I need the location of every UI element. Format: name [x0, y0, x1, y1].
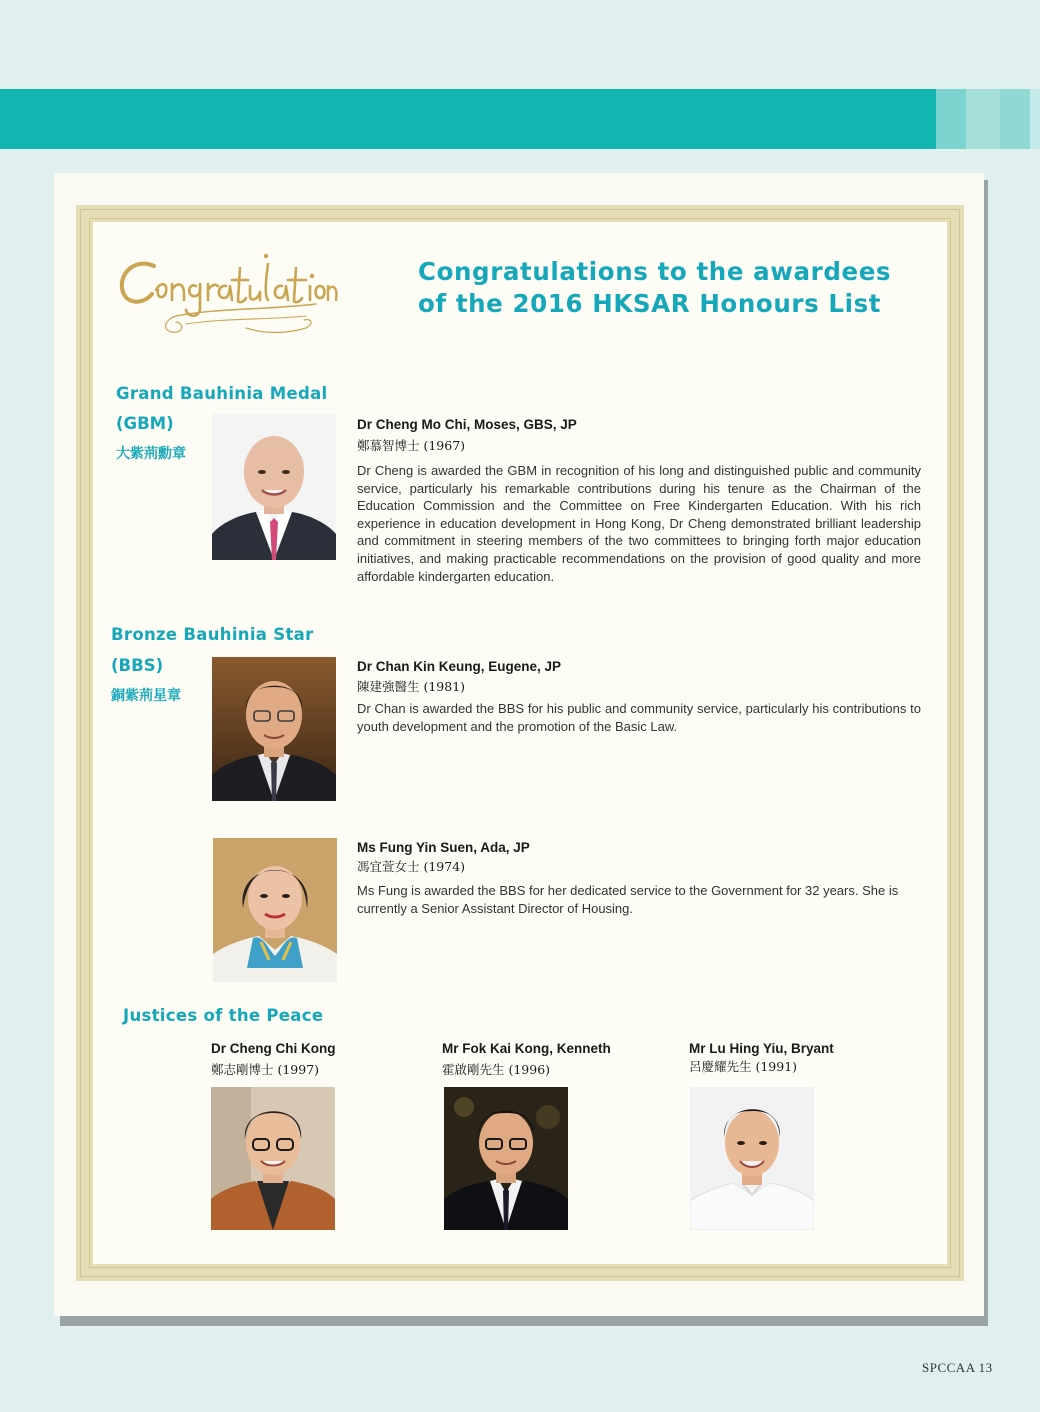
- awardee-zh-name: 鄭志剛博士 (1997): [211, 1062, 320, 1077]
- band-stripe: [966, 89, 1000, 149]
- section-zh-gbm: 大紫荊勳章: [116, 445, 186, 461]
- portrait-fok-kai-kong: [444, 1087, 568, 1230]
- awardee-name: Mr Fok Kai Kong, Kenneth: [442, 1041, 611, 1056]
- band-stripe: [1000, 89, 1030, 149]
- awardee-zh-name: 陳建強醫生 (1981): [357, 679, 466, 694]
- awardee-name: Mr Lu Hing Yiu, Bryant: [689, 1041, 834, 1056]
- section-abbr-bbs: (BBS): [111, 656, 164, 675]
- awardee-description: Dr Cheng is awarded the GBM in recognition of his long and distinguished public and community service, particularly his remarkable contributions during his tenure as the Chairman of the Education Commission and the Committee on Free Kindergarten Education. With his rich experience in education development in Hong Kong, Dr Cheng demonstrated brilliant leadership and commitment in steering members of the two committees to bringing forth major education initiatives, and making practicable recommendations on the provision of good quality and more affordable kindergarten education.: [357, 463, 921, 584]
- portrait-chan-kin-keung: [212, 657, 336, 801]
- page-title: [418, 256, 938, 320]
- portrait-lu-hing-yiu: [690, 1087, 814, 1230]
- section-title-bbs: Bronze Bauhinia Star: [111, 625, 314, 644]
- section-title-gbm: Grand Bauhinia Medal: [116, 384, 328, 403]
- band-stripe: [936, 89, 966, 149]
- awardee-description: Dr Chan is awarded the BBS for his public and community service, particularly his contributions to youth development and the promotion of the Basic Law.: [357, 701, 921, 734]
- title-line-2: of the 2016 HKSAR Honours List: [418, 289, 882, 318]
- title-line-1: Congratulations to the awardees: [418, 257, 892, 286]
- awardee-zh-name: 呂慶耀先生 (1991): [689, 1059, 798, 1074]
- header-band: [0, 89, 1040, 149]
- awardee-description: Ms Fung is awarded the BBS for her dedicated service to the Government for 32 years. She is currently a Senior Assistant Director of Housing.: [357, 883, 899, 916]
- portrait-cheng-mo-chi: [212, 414, 336, 560]
- awardee-name: Dr Cheng Mo Chi, Moses, GBS, JP: [357, 417, 577, 432]
- band-stripe: [1030, 89, 1040, 149]
- portrait-fung-yin-suen: [213, 838, 337, 982]
- section-title-jp: Justices of the Peace: [123, 1006, 324, 1025]
- awardee-name: Dr Cheng Chi Kong: [211, 1041, 336, 1056]
- congratulations-script-icon: [116, 238, 338, 358]
- awardee-zh-name: 霍啟剛先生 (1996): [442, 1062, 551, 1077]
- awardee-name: Ms Fung Yin Suen, Ada, JP: [357, 840, 530, 855]
- portrait-cheng-chi-kong: [211, 1087, 335, 1230]
- section-abbr-gbm: (GBM): [116, 414, 174, 433]
- awardee-name: Dr Chan Kin Keung, Eugene, JP: [357, 659, 562, 674]
- section-zh-bbs: 銅紫荊星章: [111, 687, 181, 703]
- awardee-zh-name: 馮宜萱女士 (1974): [357, 859, 466, 874]
- awardee-zh-name: 鄭慕智博士 (1967): [357, 438, 466, 453]
- page-footer: SPCCAA 13: [922, 1360, 993, 1375]
